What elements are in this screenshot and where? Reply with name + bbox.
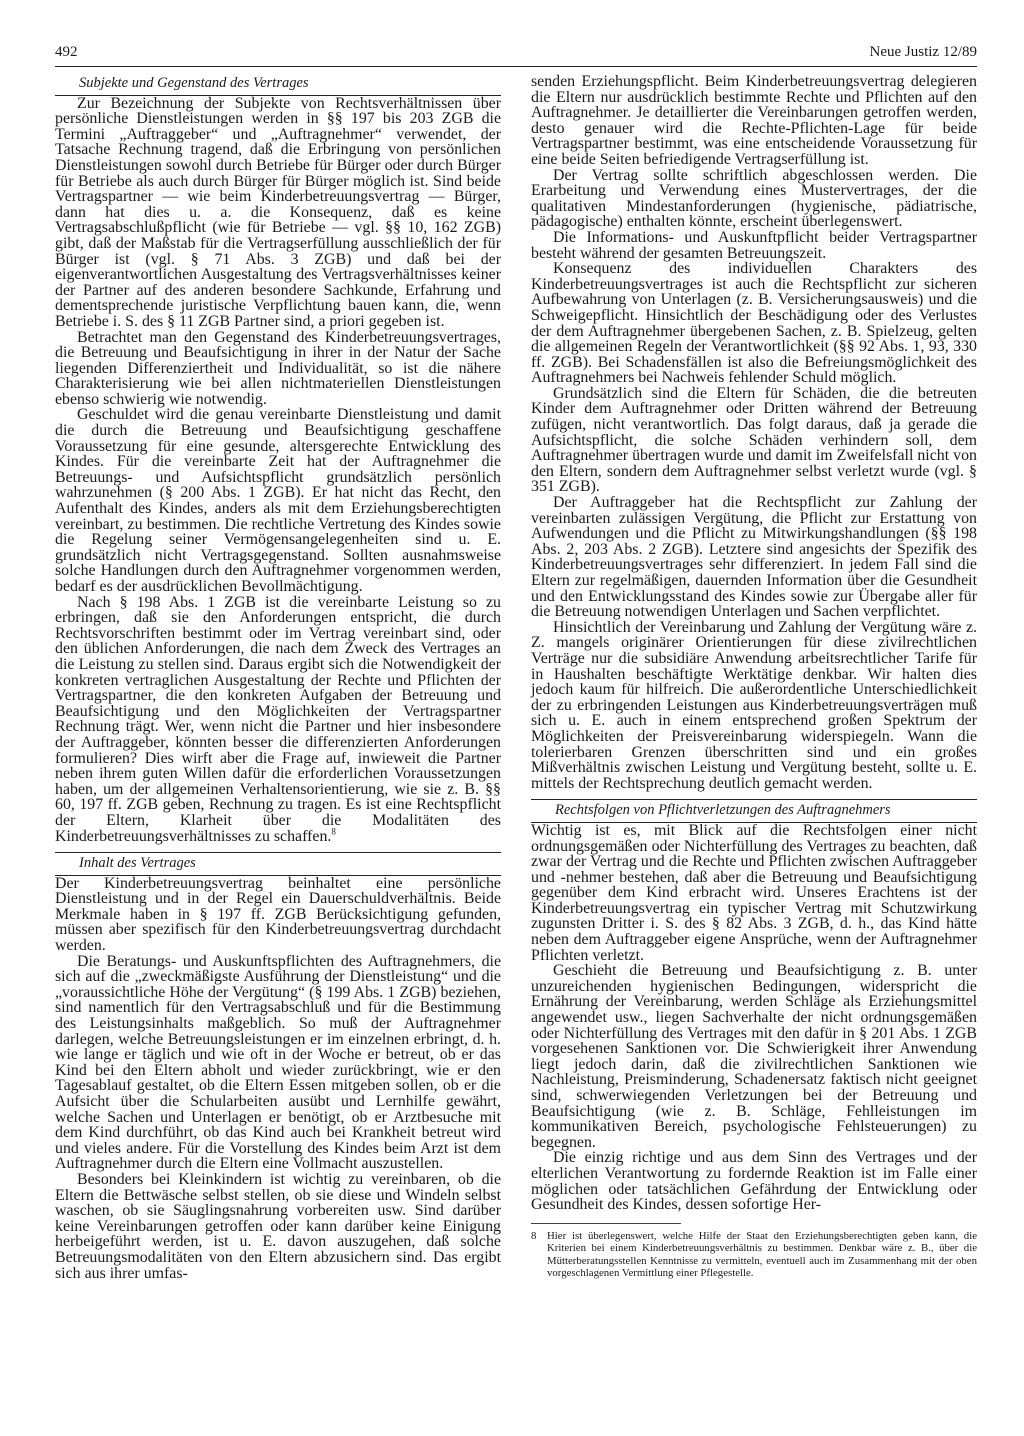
paragraph: Konsequenz des individuellen Charakters des Kinderbetreuungsvertrages ist auch die Rechtspflicht zur sicheren Aufbewahrung von Unterlagen (z. B. Versicherungsausweis) und die Schweigepflicht. Hinsichtlich der Beschädigung oder des Verlustes der dem Auftragnehmer übergebenen Sachen, z. B. Spielzeug, gelten die allgemeinen Regeln der Verantwortlichkeit (§§ 92 Abs. 1, 93, 330 ff. ZGB). Bei Schadensfällen ist also die Befreiungsmöglichkeit des Auftragnehmers bei Nachweis fehlender Schuld möglich.: [531, 260, 977, 387]
paragraph: Der Vertrag sollte schriftlich abgeschlossen werden. Die Erarbeitung und Verwendung eines Mustervertrages, der die qualitativen Mindestanforderungen (hygienische, pädiatrische, pädagogische) enthalten könnte, erscheint überlegenswert.: [531, 166, 977, 231]
journal-title: Neue Justiz 12/89: [869, 44, 977, 60]
section-heading-content: Inhalt des Vertrages: [55, 852, 501, 876]
paragraph-text: Nach § 198 Abs. 1 ZGB ist die vereinbarte Leistung so zu erbringen, daß sie den Anforderungen entspricht, die durch Rechtsvorschriften bestimmt oder im Vertrag vereinbart sind, oder den üblichen Anforderungen, die nach dem Zweck des Vertrages an die Leistung zu stellen sind. Daraus ergibt sich die Notwendigkeit der konkreten vertraglichen Ausgestaltung der Rechte und Pflichten der Vertragspartner, die den konkreten Aufgaben der Betreuung und Beaufsichtigung und den Möglichkeiten der Vertragspartner Rechnung trägt. Wer, wenn nicht die Partner und hier insbesondere der Auftraggeber, könnten besser die differenzierten Anforderungen formulieren? Dies wirft aber die Frage auf, inwieweit die Partner neben ihrem guten Willen dafür die erforderlichen Voraussetzungen haben, um der allgemeinen Verhaltensorientierung, wie sie z. B. §§ 60, 197 ff. ZGB geben, Rechnung zu tragen. Es ist eine Rechtspflicht der Eltern, Klarheit über die Modalitäten des Kinderbetreuungsverhältnisses zu schaffen.: [55, 593, 501, 845]
paragraph: Grundsätzlich sind die Eltern für Schäden, die die betreuten Kinder dem Auftragnehmer oder Dritten während der Betreuung zufügen, nicht verantwortlich. Das folgt daraus, daß ja gerade die Aufsichtspflicht, die solche Schäden verhindern soll, dem Auftragnehmer übertragen wurde und damit im Zweifelsfall nicht von den Eltern, sondern dem Auftragnehmer selbst verletzt wurde (vgl. § 351 ZGB).: [531, 384, 977, 496]
paragraph: Wichtig ist es, mit Blick auf die Rechtsfolgen einer nicht ordnungsgemäßen oder Nichterfüllung des Vertrages zu beachten, daß zwar der Vertrag und die Rechte und Pflichten zwischen Auftraggeber und -nehmer bestehen, daß aber die Betreuung und Beaufsichtigung gegenüber dem Kind erbracht wird. Unseres Erachtens ist der Kinderbetreuungsvertrag ein typischer Vertrag mit Schutzwirkung zugunsten Dritter i. S. des § 82 Abs. 3 ZGB, d. h., das Kind hätte neben dem Auftraggeber eigene Ansprüche, wenn der Auftragnehmer Pflichten verletzt.: [531, 821, 977, 964]
left-column: [55, 74, 501, 1281]
paragraph: Zur Bezeichnung der Subjekte von Rechtsverhältnissen über persönliche Dienstleistungen werden in §§ 197 bis 203 ZGB die Termini „Auftraggeber“ und „Auftragnehmer“ verwendet, der Tatsache Rechnung tragend, daß die Erbringung von persönlichen Dienstleistungen sowohl durch Betriebe für Bürger oder durch Bürger für Betriebe als auch durch Bürger für Bürger möglich ist. Sind beide Vertragspartner — wie beim Kinderbetreuungsvertrag — Bürger, dann hat dies u. a. die Konsequenz, daß es keine Vertragsabschlußpflicht (wie für Betriebe — vgl. §§ 10, 162 ZGB) gibt, daß der Maßstab für die Vertragserfüllung ausschließlich der für Bürger ist (vgl. § 71 Abs. 3 ZGB) und daß bei der eigenverantwortlichen Ausgestaltung des Vertragsverhältnisses keiner der Partner auf des anderen besondere Sachkunde, Erfahrung und dementsprechende juristische Verpflichtung bauen kann, die, wenn Betriebe i. S. des § 11 ZGB Partner sind, a priori gegeben ist.: [55, 94, 501, 330]
paragraph: Hinsichtlich der Vereinbarung und Zahlung der Vergütung wäre z. Z. mangels originärer Orientierungen für diese zivilrechtlichen Verträge nur die subsidiäre Anwendung arbeitsrechtlicher Tarife für in Haushalten beschäftigte Werktätige denkbar. Wir halten dies jedoch kaum für hilfreich. Die außerordentliche Unterschiedlichkeit der zu erbringenden Leistungen aus Kinderbetreuungsverträgen muß sich u. E. auch in einem entsprechend großen Spektrum der Möglichkeiten der Preisvereinbarung widerspiegeln. Wann die tolerierbaren Grenzen überschritten sind und ein großes Mißverhältnis zwischen Leistung und Vergütung besteht, sollte u. E. mittels der Rechtsprechung deutlich gemacht werden.: [531, 618, 977, 792]
section-heading-subjects: Subjekte und Gegenstand des Vertrages: [55, 74, 501, 96]
footnote: [531, 1230, 977, 1280]
paragraph: [55, 595, 501, 845]
footnote-number: 8: [531, 1229, 537, 1242]
page-number: 492: [55, 44, 78, 60]
paragraph: senden Erziehungspflicht. Beim Kinderbetreuungsvertrag delegieren die Eltern nur ausdrücklich bestimmte Rechte und Pflichten auf den Auftragnehmer. Je detaillierter die Vereinbarungen getroffen werden, desto genauer wird die Rechte-Pflichten-Lage für beide Vertragspartner bestimmt, was eine entscheidende Voraussetzung für eine beide Seiten befriedigende Vertragserfüllung ist.: [531, 73, 977, 168]
header-rule: [55, 66, 977, 67]
section-heading-consequences: Rechtsfolgen von Pflichtverletzungen des Auftragnehmers: [531, 799, 977, 823]
paragraph: Geschieht die Betreuung und Beaufsichtigung z. B. unter unzureichenden hygienischen Bedingungen, widerspricht die Ernährung der Vereinbarung, werden Schläge als Erziehungsmittel angewendet usw., liegen Sachverhalte der nicht ordnungsgemäßen oder Nichterfüllung des Vertrages mit den dafür in § 201 Abs. 1 ZGB vorgesehenen Sanktionen vor. Die Schwierigkeit ihrer Anwendung liegt jedoch darin, daß die zivilrechtlichen Sanktionen wie Nachleistung, Preisminderung, Schadenersatz faktisch nicht geeignet sind, schwerwiegenden Verletzungen bei der Betreuung und Beaufsichtigung (wie z. B. Schläge, Fehlleistungen im kommunikativen Bereich, psychologische Fehlsteuerungen) zu begegnen.: [531, 962, 977, 1151]
paragraph: Der Kinderbetreuungsvertrag beinhaltet eine persönliche Dienstleistung und in der Regel ein Dauerschuldverhältnis. Beide Merkmale haben in § 197 ff. ZGB Berücksichtigung gefunden, müssen aber spezifisch für den Kinderbetreuungsvertrag durchdacht werden.: [55, 874, 501, 955]
paragraph: Besonders bei Kleinkindern ist wichtig zu vereinbaren, ob die Eltern die Bettwäsche selbst stellen, ob sie diese und Windeln selbst waschen, ob sie Säuglingsnahrung vorbereiten usw. Sind darüber keine Vereinbarungen getroffen oder kann darüber keine Einigung herbeigeführt werden, ist u. E. davon auszugehen, daß solche Betreuungsmodalitäten von den Eltern abzusichern sind. Das ergibt sich aus ihrer umfas-: [55, 1170, 501, 1282]
footnote-rule: [531, 1223, 681, 1230]
paragraph: Die Informations- und Auskunftpflicht beider Vertragspartner besteht während der gesamten Betreuungszeit.: [531, 228, 977, 262]
paragraph: Die Beratungs- und Auskunftspflichten des Auftragnehmers, die sich auf die „zweckmäßigste Ausführung der Dienstleistung“ und die „voraussichtliche Höhe der Vergütung“ (§ 199 Abs. 1 ZGB) beziehen, sind namentlich für den Vertragsabschluß und für die Bestimmung des Leistungsinhalts maßgeblich. So muß der Auftragnehmer darlegen, welche Betreuungsleistungen er im einzelnen erbringt, d. h. wie lange er täglich und wie oft in der Woche er betreut, ob er das Kind bei den Eltern abholt und wieder zurückbringt, wie er den Tagesablauf gestaltet, ob die Eltern Essen mitgeben sollen, ob er die Aufsicht über die Schularbeiten ausübt und Lernhilfe gewährt, welche Sachen und Unterlagen er benötigt, ob er Arztbesuche mit dem Kind durchführt, ob das Kind auch bei Krankheit betreut wird und vieles andere. Für die Vorstellung des Kindes beim Arzt ist dem Auftragnehmer durch die Eltern eine Vollmacht auszustellen.: [55, 952, 501, 1173]
paragraph: Der Auftraggeber hat die Rechtspflicht zur Zahlung der vereinbarten zulässigen Vergütung, die Pflicht zur Erstattung von Aufwendungen und die Pflicht zu Mitwirkungshandlungen (§§ 198 Abs. 2, 203 Abs. 2 ZGB). Letztere sind angesichts der Spezifik des Kinderbetreuungsvertrages sehr differenziert. In jedem Fall sind die Eltern zur regelmäßigen, dauernden Information über die Gesundheit und den Entwicklungsstand des Kindes sowie zur Übergabe aller für die Betreuung notwendigen Unterlagen und Sachen verpflichtet.: [531, 494, 977, 621]
right-column: [531, 74, 977, 1279]
paragraph: Geschuldet wird die genau vereinbarte Dienstleistung und damit die durch die Betreuung und Beaufsichtigung geschaffene Voraussetzung für eine gesunde, altersgerechte Entwicklung des Kindes. Für die vereinbarte Zeit hat der Auftragnehmer die Betreuungs- und Aufsichtspflicht grundsätzlich persönlich wahrzunehmen (§ 200 Abs. 1 ZGB). Er hat nicht das Recht, den Aufenthalt des Kindes, anders als mit dem Erziehungsberechtigten vereinbart, zu bestimmen. Die rechtliche Vertretung des Kindes sowie die Regelung seiner Vermögensangelegenheiten sind u. E. grundsätzlich nicht Vertragsgegenstand. Sollten ausnahmsweise solche Handlungen durch den Auftragnehmer vorgenommen werden, bedarf es der ausdrücklichen Bevollmächtigung.: [55, 406, 501, 595]
footnote-text: Hier ist überlegenswert, welche Hilfe der Staat den Erziehungsberechtigten geben kann, die Kriterien bei einem Kinderbetreuungsverhältnis zu bestimmen. Denkbar wäre z. B., über die Mütterberatungsstellen Kenntnisse zu vermitteln, eventuell auch im Zusammenhang mit der oben vorgeschlagenen Vermittlung einer Pflegestelle.: [547, 1229, 977, 1279]
footnote-ref: 8: [331, 826, 336, 837]
paragraph: Betrachtet man den Gegenstand des Kinderbetreuungsvertrages, die Betreuung und Beaufsichtigung in ihrer in der Natur der Sache liegenden Differenziertheit und Individualität, so ist die nähere Charakterisierung wie bei allen nichtmateriellen Dienstleistungen ebenso schwierig wie notwendig.: [55, 328, 501, 408]
paragraph: Die einzig richtige und aus dem Sinn des Vertrages und der elterlichen Verantwortung zu fordernde Reaktion ist im Falle einer möglichen oder tatsächlichen Gefährdung der Entwicklung oder Gesundheit des Kindes, dessen sofortige Her-: [531, 1149, 977, 1214]
